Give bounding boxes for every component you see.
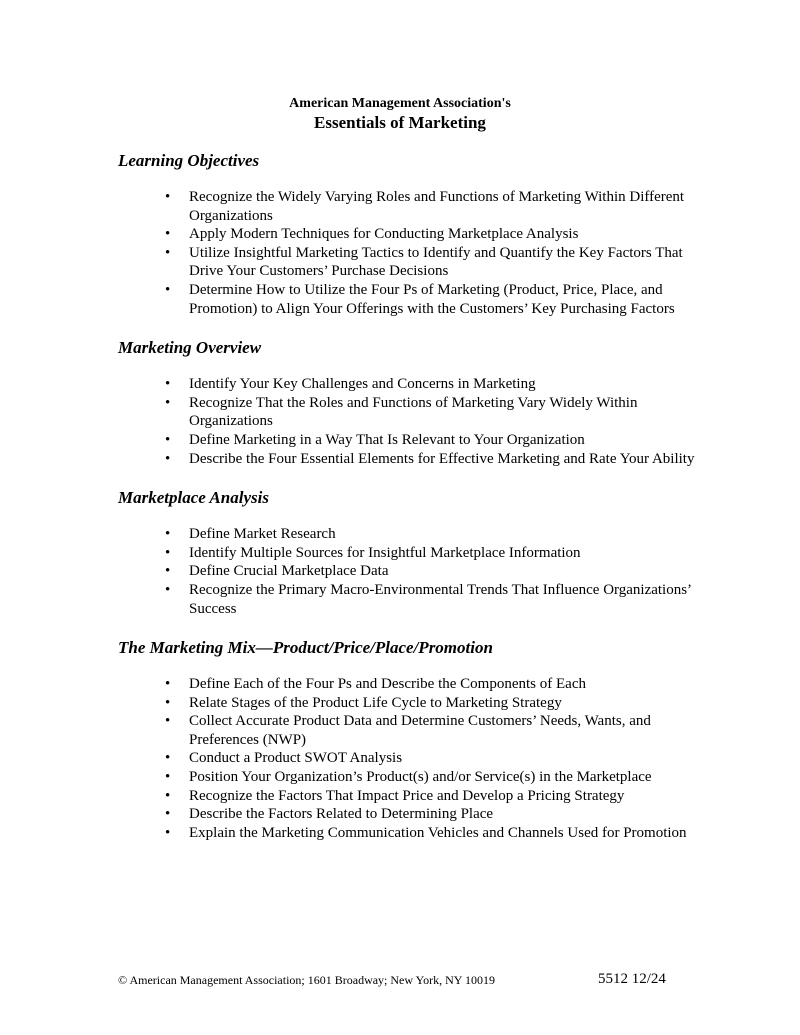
- section-marketing-overview: [118, 337, 698, 468]
- list-item-text: Define Crucial Marketplace Data: [189, 563, 389, 580]
- list-item: [118, 824, 698, 843]
- bullet-icon: •: [165, 431, 171, 448]
- list-item: [118, 375, 698, 394]
- list-item-text: Collect Accurate Product Data and Determine Customers’ Needs, Wants, and Preferences (NWP): [189, 713, 651, 748]
- list-item: [118, 694, 698, 713]
- footer-copyright: © American Management Association; 1601 Broadway; New York, NY 10019: [118, 973, 495, 987]
- bullet-icon: •: [165, 394, 171, 411]
- list-item-text: Position Your Organization’s Product(s) and/or Service(s) in the Marketplace: [189, 769, 652, 786]
- section-marketplace-analysis: [118, 487, 698, 618]
- list-item-text: Identify Multiple Sources for Insightful Marketplace Information: [189, 544, 581, 561]
- section-learning-objectives: [118, 150, 698, 318]
- list-item-text: Recognize the Primary Macro-Environmental Trends That Influence Organizations’ Success: [189, 581, 691, 617]
- list-item-text: Recognize That the Roles and Functions of Marketing Vary Widely Within Organizations: [189, 394, 638, 430]
- bullet-list: [118, 525, 698, 618]
- bullet-list: [118, 375, 698, 468]
- list-item: [118, 768, 698, 787]
- list-item-text: Explain the Marketing Communication Vehicles and Channels Used for Promotion: [189, 824, 687, 841]
- section-heading: The Marketing Mix—Product/Price/Place/Promotion: [118, 638, 493, 658]
- list-item: [118, 675, 698, 694]
- list-item: [118, 805, 698, 824]
- bullet-icon: •: [165, 544, 171, 561]
- list-item-text: Conduct a Product SWOT Analysis: [189, 750, 403, 767]
- section-the-marketing-mix-product-price-place-promotion: [118, 637, 698, 842]
- document-body: [118, 150, 698, 861]
- list-item-text: Relate Stages of the Product Life Cycle to Marketing Strategy: [189, 694, 562, 711]
- bullet-icon: •: [165, 226, 171, 243]
- list-item-text: Describe the Factors Related to Determining Place: [189, 806, 494, 823]
- bullet-icon: •: [165, 694, 171, 711]
- list-item: [118, 749, 698, 768]
- list-item: [118, 544, 698, 563]
- list-item-text: Define Market Research: [189, 526, 336, 543]
- organization-name: American Management Association's: [289, 96, 511, 111]
- bullet-icon: •: [165, 189, 171, 205]
- bullet-icon: •: [165, 563, 171, 580]
- list-item-text: Recognize the Factors That Impact Price and Develop a Pricing Strategy: [189, 787, 625, 804]
- bullet-icon: •: [165, 526, 171, 543]
- list-item: [118, 712, 698, 749]
- bullet-icon: •: [165, 376, 171, 393]
- bullet-icon: •: [165, 581, 171, 598]
- bullet-icon: •: [165, 824, 171, 841]
- bullet-icon: •: [165, 750, 171, 767]
- list-item: [118, 281, 698, 318]
- section-heading: Marketplace Analysis: [118, 488, 269, 508]
- bullet-icon: •: [165, 450, 171, 467]
- footer-document-code: 5512 12/24: [598, 971, 666, 987]
- bullet-list: [118, 675, 698, 842]
- list-item: [118, 562, 698, 581]
- document-header: [0, 95, 800, 133]
- bullet-icon: •: [165, 244, 171, 261]
- list-item-text: Recognize the Widely Varying Roles and Functions of Marketing Within Different Organizations: [189, 189, 685, 224]
- section-heading: Marketing Overview: [118, 338, 262, 358]
- list-item: [118, 244, 698, 281]
- section-heading: Learning Objectives: [118, 151, 260, 170]
- list-item: [118, 450, 698, 469]
- list-item-text: Describe the Four Essential Elements for Effective Marketing and Rate Your Ability: [189, 450, 695, 467]
- list-item-text: Apply Modern Techniques for Conducting Marketplace Analysis: [189, 226, 579, 243]
- bullet-icon: •: [165, 769, 171, 786]
- list-item: [118, 225, 698, 244]
- bullet-icon: •: [165, 806, 171, 823]
- bullet-icon: •: [165, 676, 171, 693]
- list-item-text: Identify Your Key Challenges and Concerns in Marketing: [189, 376, 536, 393]
- bullet-list: [118, 188, 698, 318]
- list-item-text: Define Each of the Four Ps and Describe the Components of Each: [189, 676, 586, 693]
- list-item: [118, 581, 698, 618]
- list-item-text: Determine How to Utilize the Four Ps of Marketing (Product, Price, Place, and Promotion) to Align Your Offerings with the Customers’ Key Purchasing Factors: [189, 281, 675, 317]
- document-title: Essentials of Marketing: [314, 113, 486, 132]
- list-item: [118, 394, 698, 431]
- bullet-icon: •: [165, 787, 171, 804]
- list-item: [118, 188, 698, 225]
- list-item: [118, 787, 698, 806]
- list-item-text: Utilize Insightful Marketing Tactics to Identify and Quantify the Key Factors That Drive Your Customers’ Purchase Decisions: [189, 244, 683, 280]
- bullet-icon: •: [165, 713, 171, 730]
- list-item-text: Define Marketing in a Way That Is Relevant to Your Organization: [189, 431, 585, 448]
- list-item: [118, 431, 698, 450]
- list-item: [118, 525, 698, 544]
- bullet-icon: •: [165, 281, 171, 298]
